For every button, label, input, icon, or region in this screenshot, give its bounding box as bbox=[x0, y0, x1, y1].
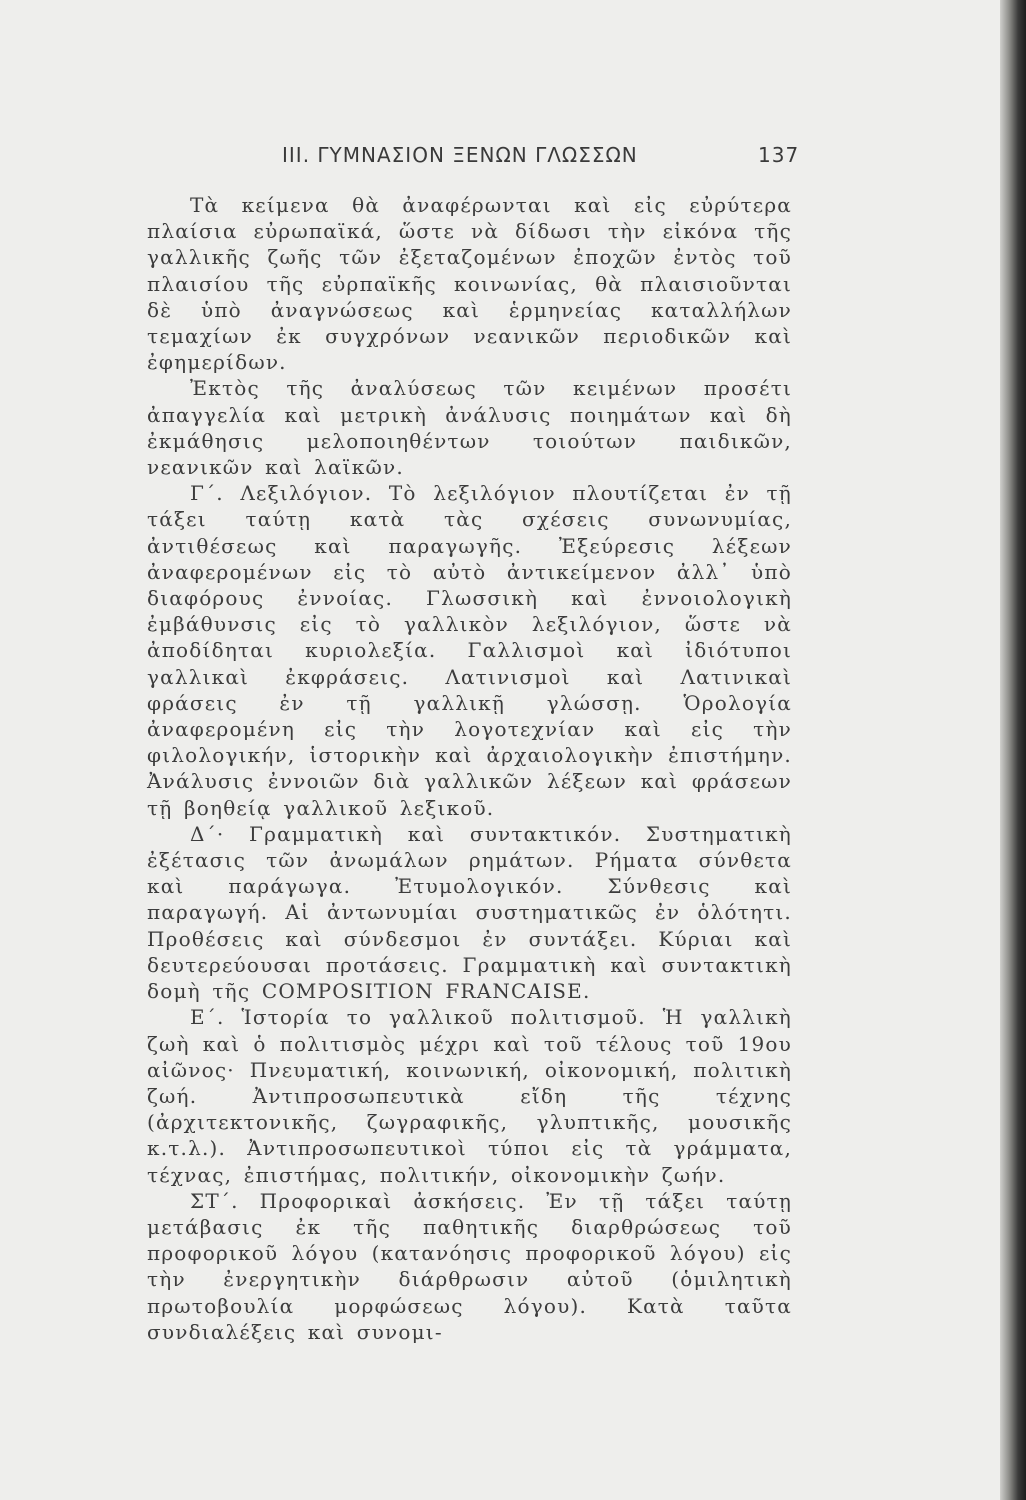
page-number: 137 bbox=[758, 143, 800, 167]
paragraph-civilization-history: Ε΄. Ἱστορία το γαλλικοῦ πολιτισμοῦ. Ἡ γαλλικὴ ζωὴ καὶ ὁ πολιτισμὸς μέχρι καὶ τοῦ τέλους τοῦ 19ου αἰῶνος· Πνευματική, κοινωνική, οἰκονομική, πολιτικὴ ζωή. Ἀντιπροσωπευτικὰ εἴδη τῆς τέχνης (ἀρχιτεκτονικῆς, ζωγραφικῆς, γλυπτικῆς, μουσικῆς κ.τ.λ.). Ἀντιπροσωπευτικοὶ τύποι εἰς τὰ γράμματα, τέχνας, ἐπιστήμας, πολιτικήν, οἰκονομικὴν ζωήν. bbox=[147, 1005, 792, 1187]
paragraph-oral-exercises: ΣΤ΄. Προφορικαὶ ἀσκήσεις. Ἐν τῇ τάξει ταύτῃ μετάβασις ἐκ τῆς παθητικῆς διαρθρώσεως τοῦ προφορικοῦ λόγου (κατανόησις προφορικοῦ λόγου) εἰς τὴν ἐνεργητικὴν διάρθρωσιν αὐτοῦ (ὁμιλητικὴ πρωτοβουλία μορφώσεως λόγου). Κατὰ ταῦτα συνδιαλέξεις καὶ συνομι- bbox=[147, 1188, 792, 1344]
body-text bbox=[147, 192, 792, 1345]
paragraph-vocabulary: Γ΄. Λεξιλόγιον. Τὸ λεξιλόγιον πλουτίζεται ἐν τῇ τάξει ταύτῃ κατὰ τὰς σχέσεις συνωνυμίας, ἀντιθέσεως καὶ παραγωγῆς. Ἐξεύρεσις λέξεων ἀναφερομένων εἰς τὸ αὐτὸ ἀντικείμενον ἀλλ᾽ ὑπὸ διαφόρους ἐννοίας. Γλωσσικὴ καὶ ἐννοιολογικὴ ἐμβάθυνσις εἰς τὸ γαλλικὸν λεξιλόγιον, ὥστε νὰ ἀποδίδηται κυριολεξία. Γαλλισμοὶ καὶ ἰδιότυποι γαλλικαὶ ἐκφράσεις. Λατινισμοὶ καὶ Λατινικαὶ φράσεις ἐν τῇ γαλλικῇ γλώσσῃ. Ὁρολογία ἀναφερομένη εἰς τὴν λογοτεχνίαν καὶ εἰς τὴν φιλολογικήν, ἱστορικὴν καὶ ἀρχαιολογικὴν ἐπιστήμην. Ἀνάλυσις ἐννοιῶν διὰ γαλλικῶν λέξεων καὶ φράσεων τῇ βοηθείᾳ γαλλικοῦ λεξικοῦ. bbox=[147, 481, 792, 820]
running-title: III. ΓΥΜΝΑΣΙΟΝ ΞΕΝΩΝ ΓΛΩΣΣΩΝ bbox=[282, 143, 638, 167]
paragraph-recitation: Ἐκτὸς τῆς ἀναλύσεως τῶν κειμένων προσέτι ἀπαγγελία καὶ μετρικὴ ἀνάλυσις ποιημάτων καὶ δὴ ἐκμάθησις μελοποιηθέντων τοιούτων παιδικῶν, νεανικῶν καὶ λαϊκῶν. bbox=[147, 376, 792, 480]
paragraph-texts: Τὰ κείμενα θὰ ἀναφέρωνται καὶ εἰς εὐρύτερα πλαίσια εὐρωπαϊκά, ὥστε νὰ δίδωσι τὴν εἰκόνα τῆς γαλλικῆς ζωῆς τῶν ἐξεταζομένων ἐποχῶν ἐντὸς τοῦ πλαισίου τῆς εὐρπαϊκῆς κοινωνίας, θὰ πλαισιοῦνται δὲ ὑπὸ ἀναγνώσεως καὶ ἑρμηνείας καταλλήλων τεμαχίων ἐκ συγχρόνων νεανικῶν περιοδικῶν καὶ ἐφημερίδων. bbox=[147, 193, 792, 375]
page-header bbox=[0, 143, 1000, 173]
book-spine-shadow bbox=[1000, 0, 1026, 1500]
paragraph-grammar: Δ΄· Γραμματικὴ καὶ συντακτικόν. Συστηματικὴ ἐξέτασις τῶν ἀνωμάλων ρημάτων. Ρήματα σύνθετα καὶ παράγωγα. Ἐτυμολογικόν. Σύνθεσις καὶ παραγωγή. Αἱ ἀντωνυμίαι συστηματικῶς ἐν ὁλότητι. Προθέσεις καὶ σύνδεσμοι ἐν συντάξει. Κύριαι καὶ δευτερεύουσαι προτάσεις. Γραμματικὴ καὶ συντακτικὴ δομὴ τῆς COMPOSITION FRANCAISE. bbox=[147, 821, 792, 1004]
